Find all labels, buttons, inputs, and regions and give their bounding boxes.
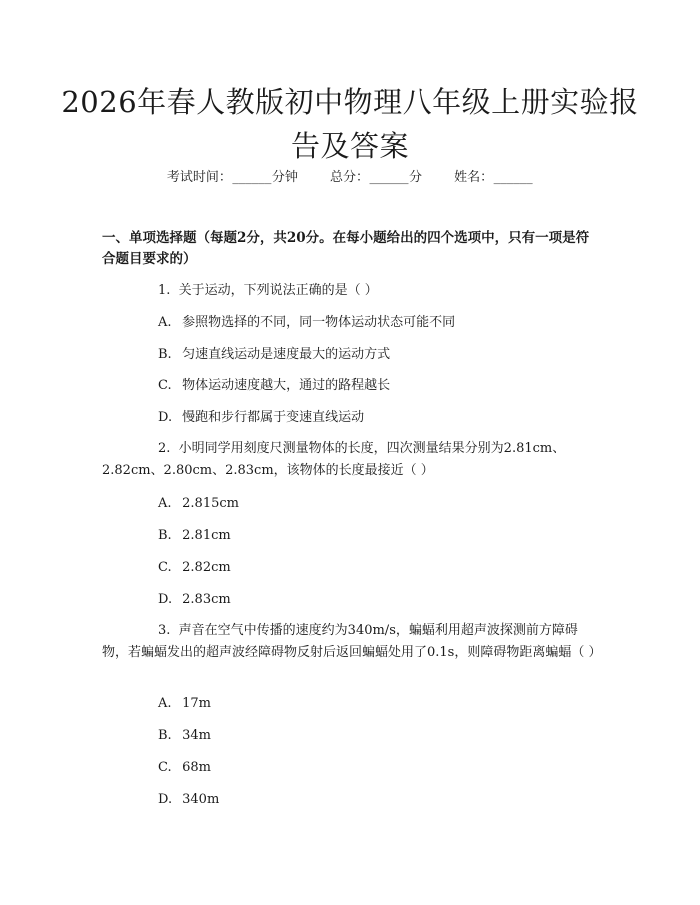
option-text: 2.81cm: [182, 528, 231, 543]
question-1-option-c: [158, 376, 390, 396]
question-1-option-b: [158, 345, 390, 365]
question-1-stem: [102, 280, 600, 302]
exam-time-unit: 分钟: [271, 170, 298, 185]
option-text: 68m: [182, 760, 212, 775]
option-text: 2.82cm: [182, 560, 231, 575]
option-letter: A.: [158, 496, 172, 511]
option-letter: D.: [158, 410, 173, 425]
question-2-stem: [102, 438, 600, 482]
exam-meta: [0, 168, 700, 188]
option-letter: C.: [158, 378, 172, 393]
option-letter: A.: [158, 696, 172, 711]
option-text: 34m: [182, 728, 212, 743]
exam-time-label: 考试时间：: [166, 170, 232, 185]
name-field: [454, 168, 533, 188]
name-label: 姓名：: [454, 170, 494, 185]
question-3-stem: [102, 620, 600, 664]
question-1-option-a: [158, 313, 455, 333]
option-text: 2.815cm: [182, 496, 239, 511]
option-text: 2.83cm: [182, 592, 231, 607]
option-letter: B.: [158, 728, 172, 743]
name-blank: ______: [493, 170, 533, 185]
section-heading: 一、单项选择题（每题2分，共20分。在每小题给出的四个选项中，只有一项是符合题目要求的）: [102, 230, 590, 267]
question-2-option-c: [158, 558, 231, 578]
total-score-field: [330, 168, 422, 188]
question-3-option-c: [158, 758, 211, 778]
total-score-blank: ______: [369, 170, 409, 185]
question-1-option-d: [158, 408, 364, 428]
option-text: 340m: [182, 792, 220, 807]
question-text: 关于运动，下列说法正确的是（ ）: [178, 283, 378, 298]
option-letter: B.: [158, 347, 172, 362]
question-3-option-a: [158, 694, 211, 714]
document-title: 2026年春人教版初中物理八年级上册实验报告及答案: [61, 85, 639, 163]
option-letter: C.: [158, 560, 172, 575]
option-letter: D.: [158, 592, 173, 607]
option-letter: A.: [158, 315, 172, 330]
total-score-unit: 分: [409, 170, 423, 185]
total-score-label: 总分：: [329, 170, 369, 185]
question-2-option-a: [158, 494, 239, 514]
option-text: 17m: [182, 696, 212, 711]
question-text: 小明同学用刻度尺测量物体的长度，四次测量结果分别为2.81cm、2.82cm、2.80cm、2.83cm，该物体的长度最接近（ ）: [102, 441, 566, 478]
question-3-option-b: [158, 726, 211, 746]
question-number: 3.: [158, 623, 171, 638]
option-letter: B.: [158, 528, 172, 543]
question-text: 声音在空气中传播的速度约为340m/s，蝙蝠利用超声波探测前方障碍物，若蝙蝠发出的超声波经障碍物反射后返回蝙蝠处用了0.1s，则障碍物距离蝙蝠（ ）: [102, 623, 602, 660]
option-letter: D.: [158, 792, 173, 807]
option-text: 匀速直线运动是速度最大的运动方式: [182, 347, 391, 362]
exam-time-blank: ______: [232, 170, 272, 185]
question-number: 2.: [158, 441, 171, 456]
question-2-option-d: [158, 590, 231, 610]
option-letter: C.: [158, 760, 172, 775]
question-number: 1.: [158, 283, 171, 298]
option-text: 参照物选择的不同，同一物体运动状态可能不同: [182, 315, 456, 330]
question-3-option-d: [158, 790, 219, 810]
question-2-option-b: [158, 526, 231, 546]
option-text: 物体运动速度越大，通过的路程越长: [182, 378, 391, 393]
option-text: 慢跑和步行都属于变速直线运动: [182, 410, 365, 425]
exam-time-field: [167, 168, 298, 188]
